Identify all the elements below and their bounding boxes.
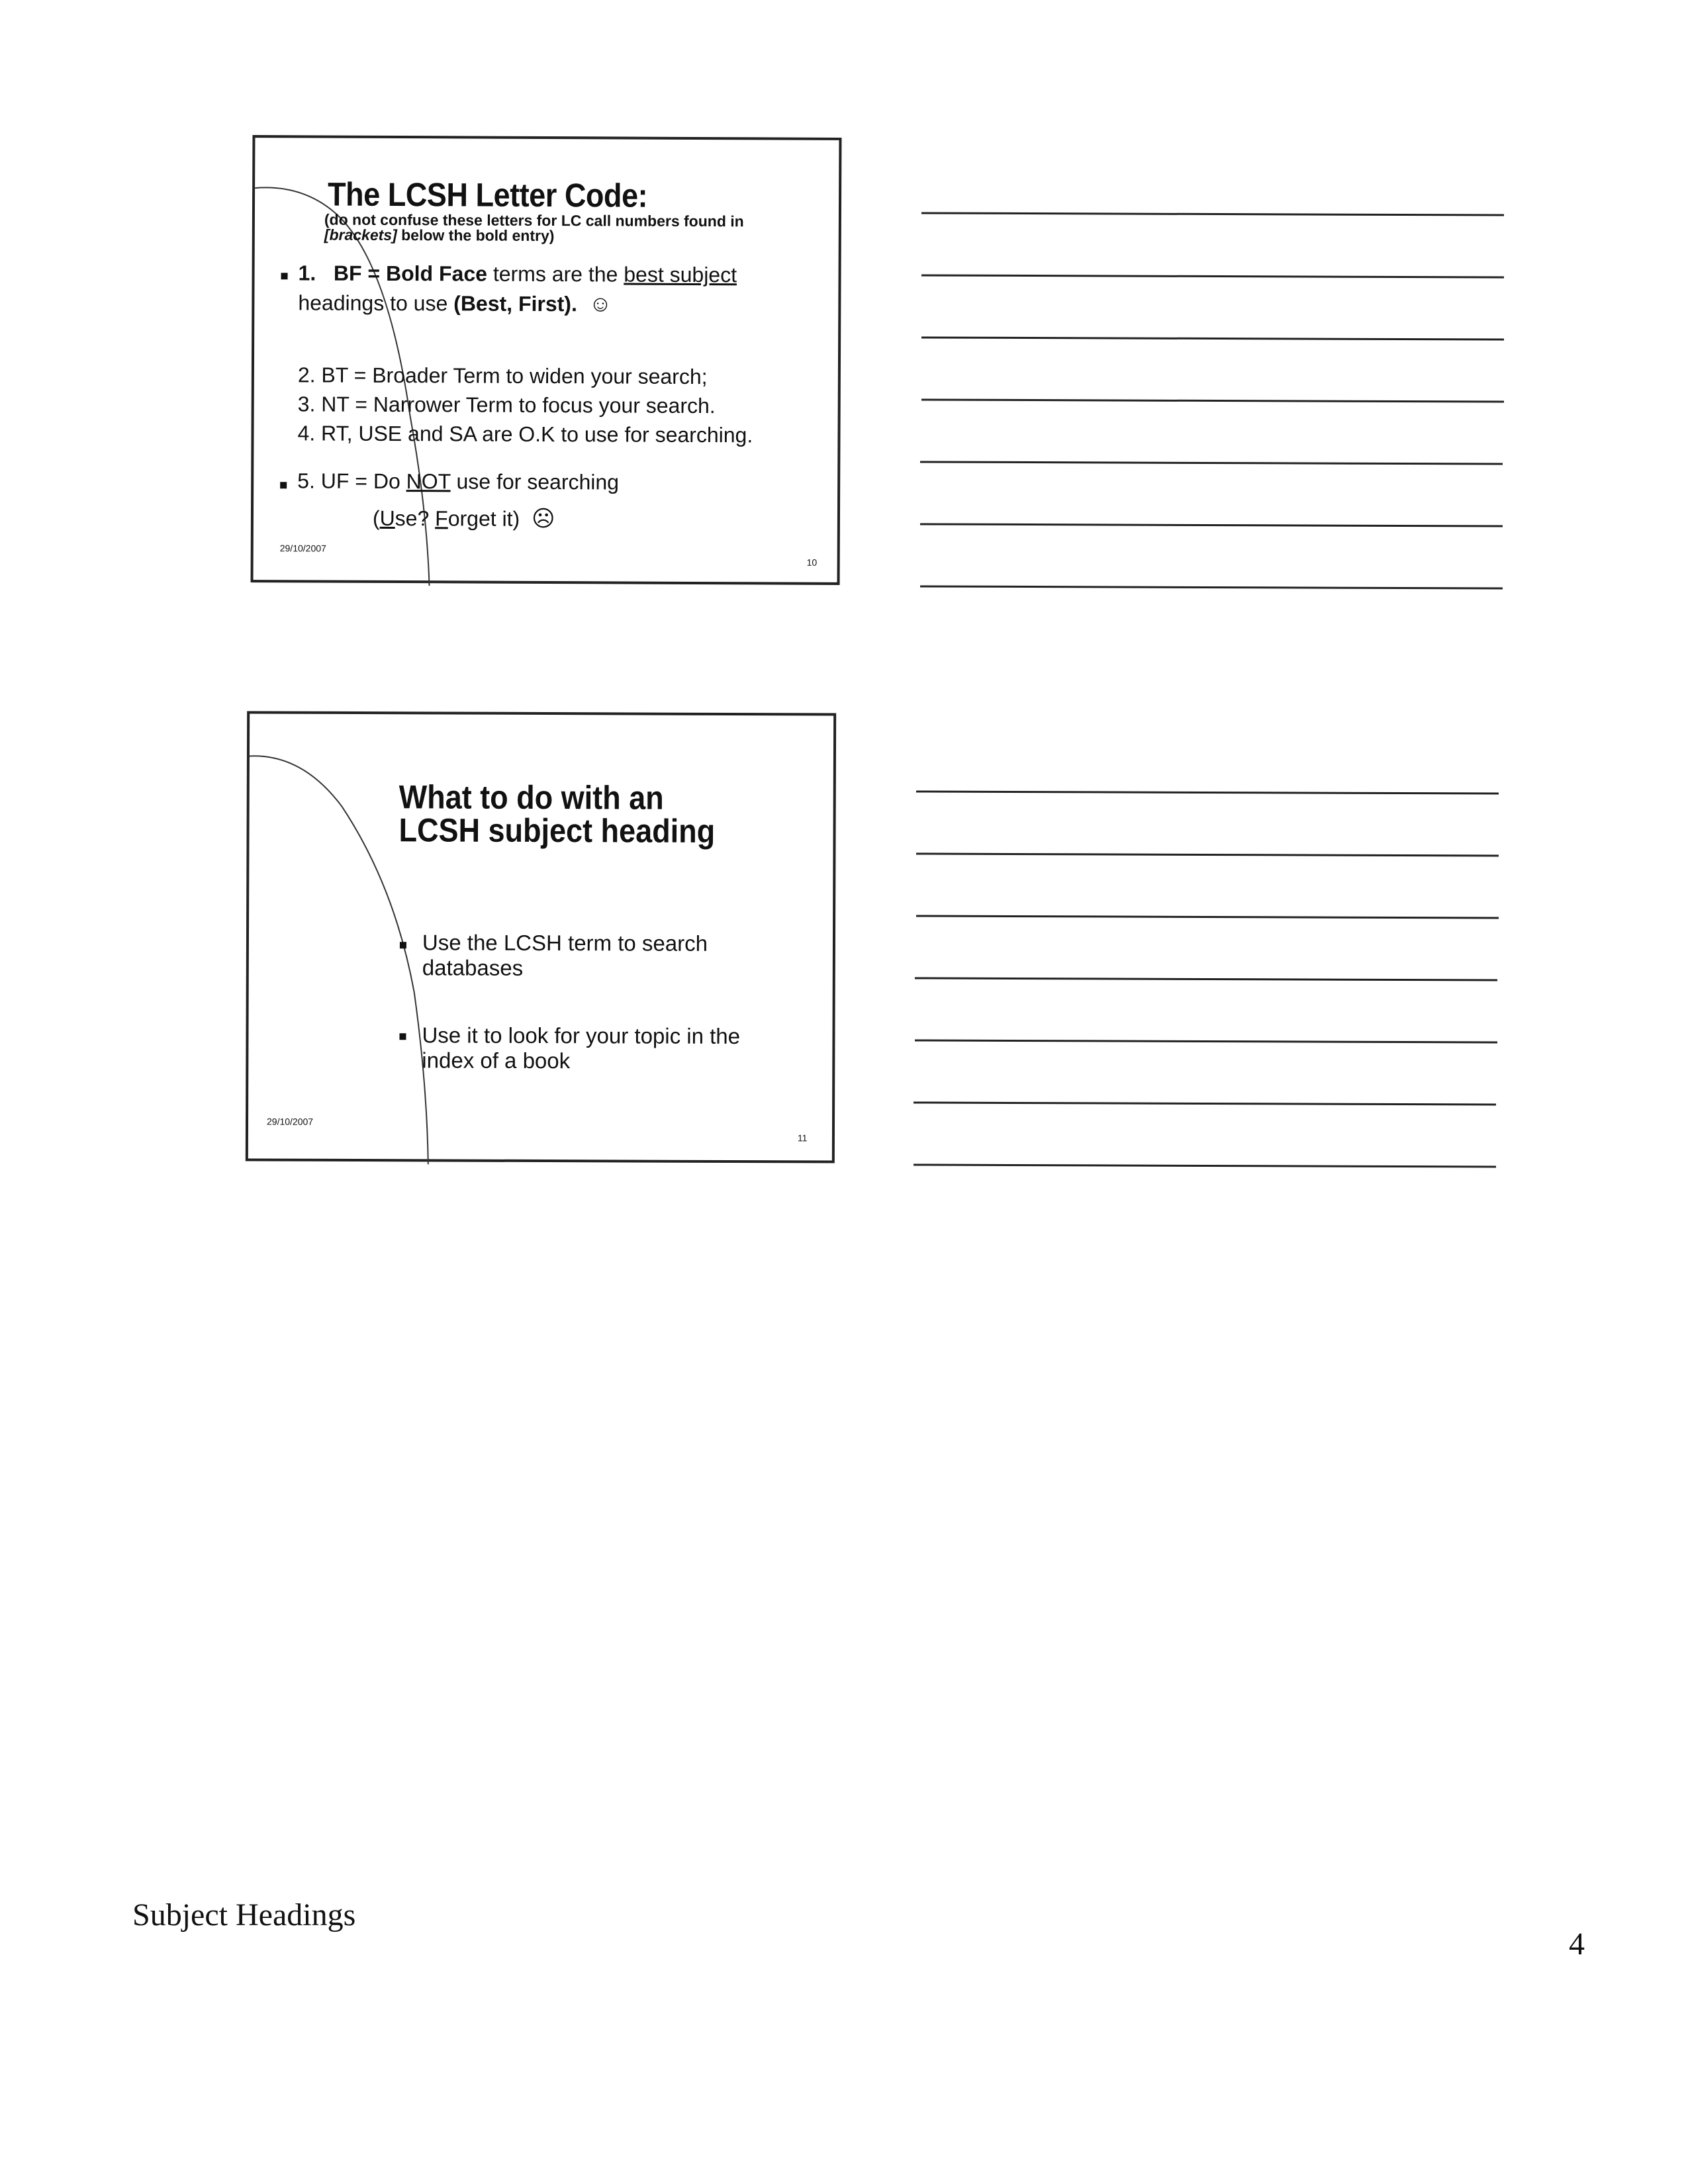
slide-11 <box>246 711 836 1163</box>
note-line <box>915 1039 1497 1043</box>
note-rest: below the bold entry) <box>397 226 555 245</box>
slide-title <box>399 780 715 848</box>
note-line <box>915 977 1497 981</box>
note-line <box>921 398 1504 402</box>
item-5-line-1 <box>297 469 619 494</box>
item-1-code: BF <box>333 261 362 285</box>
page-number: 4 <box>1569 1927 1585 1962</box>
note-line <box>921 336 1504 340</box>
bullet-5 <box>280 482 287 488</box>
item-1-eq: = <box>361 261 387 285</box>
footer-title: Subject Headings <box>132 1897 356 1933</box>
item-1: Use the LCSH term to search databases <box>422 930 708 980</box>
bullet-2 <box>399 1033 406 1040</box>
slide-number: 10 <box>806 557 818 568</box>
slide-title: The LCSH Letter Code: <box>327 175 648 214</box>
slide-date: 29/10/2007 <box>279 543 326 554</box>
item-1-line-2 <box>298 290 612 317</box>
item-3: 3. NT = Narrower Term to focus your search. <box>297 392 716 418</box>
item-5b-forget-letter: F <box>435 506 448 531</box>
item-5-line-2 <box>373 505 555 532</box>
item-5b-use-letter: U <box>379 506 395 531</box>
note-line <box>914 1163 1496 1167</box>
slide-date: 29/10/2007 <box>266 1116 314 1127</box>
item-1-text: terms are the <box>487 261 624 287</box>
note-line <box>916 852 1499 856</box>
item-5-not: NOT <box>406 469 451 494</box>
bullet-1 <box>400 942 406 948</box>
item-1-paren: (Best, First). <box>453 291 577 316</box>
slide-10 <box>251 135 842 585</box>
note-line <box>916 915 1499 919</box>
slide-subtitle-note <box>324 212 744 245</box>
note-brackets: [brackets] <box>324 226 397 244</box>
note-line <box>921 274 1504 278</box>
note-line <box>920 585 1503 589</box>
note-line-2 <box>324 228 744 245</box>
note-line <box>914 1101 1496 1105</box>
bullet-1 <box>281 273 288 279</box>
note-line <box>921 212 1504 216</box>
item-5-pre: 5. UF = Do <box>297 469 406 494</box>
note-line <box>920 461 1503 465</box>
slide-title-line-2: LCSH subject heading <box>399 811 716 850</box>
frowning-face-icon: ☹ <box>531 506 555 532</box>
note-line <box>916 790 1499 794</box>
note-line <box>920 523 1503 527</box>
item-5b-use-rest: se? <box>395 506 436 531</box>
smiley-face-icon: ☺ <box>588 291 612 317</box>
note-line-1: (do not confuse these letters for LC call numbers found in <box>324 210 744 230</box>
item-1-underline: best subject <box>624 262 737 287</box>
item-1-cont: headings to use <box>298 291 454 316</box>
item-5-post: use for searching <box>450 469 620 494</box>
item-4: 4. RT, USE and SA are O.K to use for searching. <box>297 421 753 447</box>
item-1-bold-face: Bold Face <box>385 261 488 286</box>
slide-number: 11 <box>797 1132 808 1144</box>
item-5b-open: ( <box>372 506 380 530</box>
item-5b-forget-rest: orget it) <box>447 506 520 531</box>
item-1-line-1 <box>298 261 737 287</box>
slide-title-line-1: What to do with an <box>399 778 664 817</box>
item-2: Use it to look for your topic in the index of a book <box>422 1023 741 1073</box>
item-1-number: 1. <box>298 261 316 285</box>
item-2: 2. BT = Broader Term to widen your search; <box>297 363 708 389</box>
